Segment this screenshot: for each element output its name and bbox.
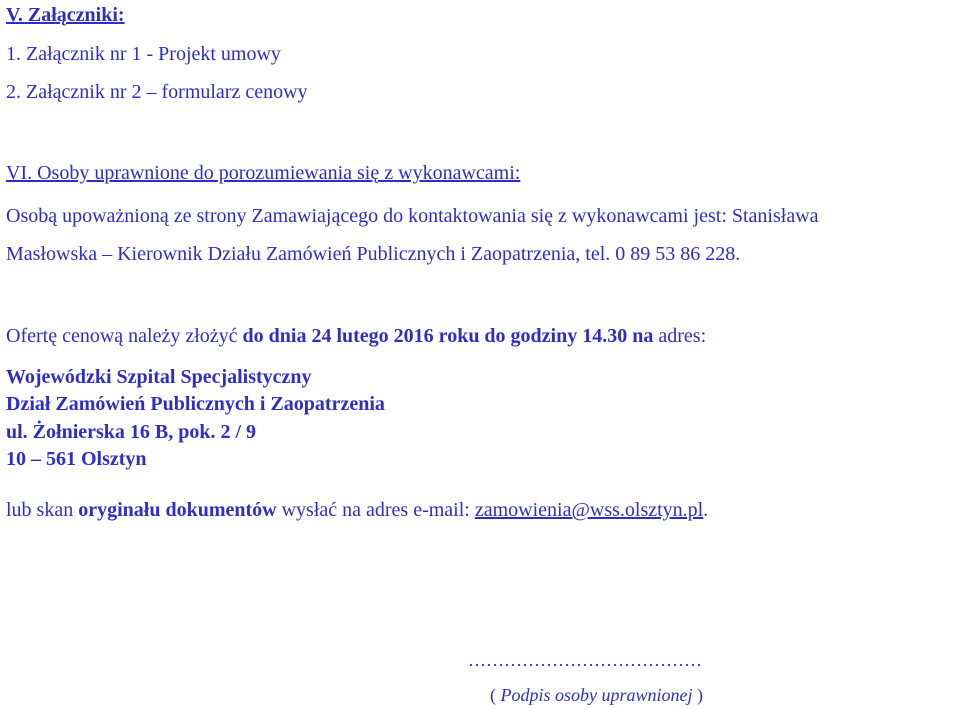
contact-line-2: Masłowska – Kierownik Działu Zamówień Publicznych i Zaopatrzenia, tel. 0 89 53 86 228. xyxy=(6,243,741,265)
signature-label-close: ) xyxy=(692,685,703,705)
scan-suffix: . xyxy=(703,499,709,521)
scan-paragraph xyxy=(6,498,708,522)
section-v-heading: V. Załączniki: xyxy=(6,4,125,26)
signature-label xyxy=(490,684,703,706)
scan-middle: wysłać na adres e-mail: xyxy=(276,499,475,521)
signature-label-text: Podpis osoby uprawnionej xyxy=(500,685,693,705)
address-line-1: Wojewódzki Szpital Specjalistyczny xyxy=(6,366,312,388)
signature-line: ………………………………… xyxy=(468,650,702,670)
offer-prefix: Ofertę cenową należy złożyć xyxy=(6,325,243,347)
offer-suffix: adres: xyxy=(653,325,707,347)
address-line-2: Dział Zamówień Publicznych i Zaopatrzenia xyxy=(6,393,385,415)
scan-bold: oryginału dokumentów xyxy=(78,499,277,521)
offer-deadline-paragraph xyxy=(6,324,706,348)
email-link[interactable]: zamowienia@wss.olsztyn.pl xyxy=(474,499,704,521)
scan-prefix: lub skan xyxy=(6,499,79,521)
signature-label-open: ( xyxy=(490,685,501,705)
offer-deadline: do dnia 24 lutego 2016 roku do godziny 14.30 na xyxy=(242,325,654,347)
attachment-item-1: 1. Załącznik nr 1 - Projekt umowy xyxy=(6,43,281,65)
address-line-4: 10 – 561 Olsztyn xyxy=(6,448,147,470)
section-vi-heading: VI. Osoby uprawnione do porozumiewania się z wykonawcami: xyxy=(6,162,521,184)
address-line-3: ul. Żołnierska 16 B, pok. 2 / 9 xyxy=(6,421,257,443)
attachment-item-2: 2. Załącznik nr 2 – formularz cenowy xyxy=(6,81,308,103)
contact-line-1: Osobą upoważnioną ze strony Zamawiającego do kontaktowania się z wykonawcami jest: Stanisława xyxy=(6,205,819,227)
